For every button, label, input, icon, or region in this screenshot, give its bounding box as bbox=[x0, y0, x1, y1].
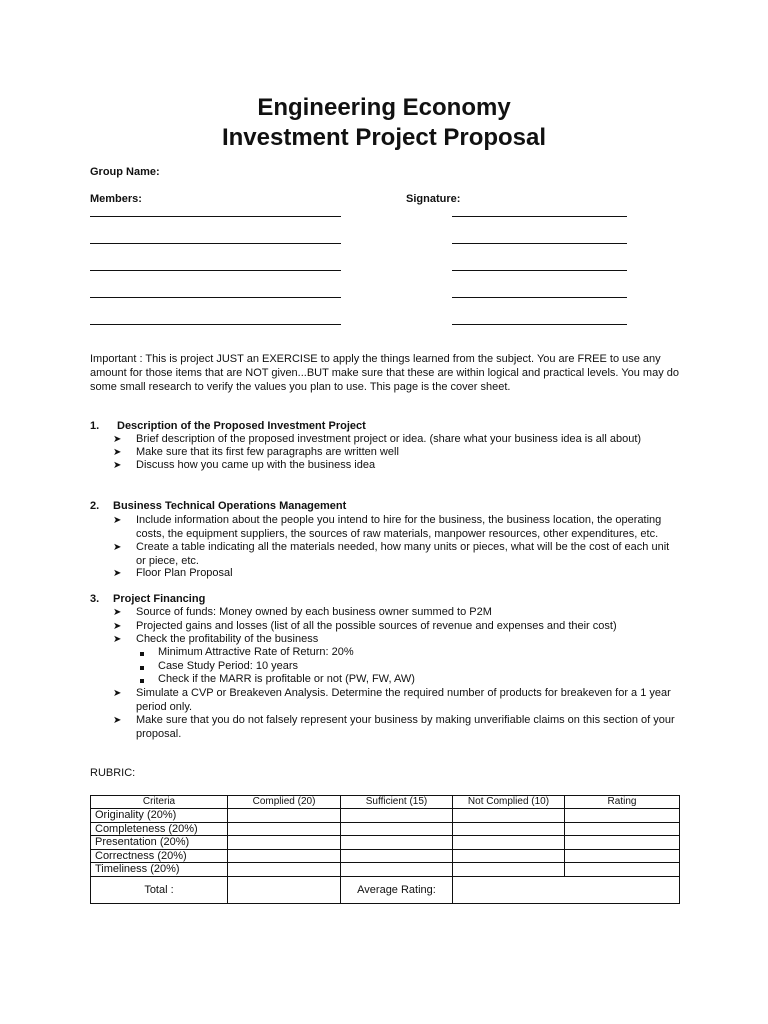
important-note: Important : This is project JUST an EXERCISE to apply the things learned from the subject. You are FREE to use any amount for those items that are NOT given...BUT make sure that these are within logical and practical levels. You may do some small research to verify the values you plan to use. This page is the cover sheet. bbox=[90, 353, 680, 393]
page-title-line-2: Investment Project Proposal bbox=[221, 124, 547, 151]
rubric-total-row bbox=[91, 876, 680, 903]
signature-line-3[interactable] bbox=[452, 270, 627, 271]
square-bullet-icon bbox=[140, 652, 144, 656]
arrow-bullet-icon: ➤ bbox=[113, 460, 122, 471]
member-line-3[interactable] bbox=[90, 270, 341, 271]
arrow-bullet-icon: ➤ bbox=[113, 621, 122, 632]
rubric-complied-cell[interactable] bbox=[228, 863, 341, 877]
rubric-header-row bbox=[91, 796, 680, 809]
rubric-not-complied-cell[interactable] bbox=[453, 849, 565, 863]
rubric-rating-cell[interactable] bbox=[565, 849, 680, 863]
rubric-not-complied-cell[interactable] bbox=[453, 822, 565, 836]
rubric-sufficient-cell[interactable] bbox=[341, 863, 453, 877]
rubric-not-complied-cell[interactable] bbox=[453, 836, 565, 850]
arrow-bullet-icon: ➤ bbox=[113, 515, 122, 526]
rubric-criteria-cell: Originality (20%) bbox=[91, 809, 228, 823]
rubric-rating-cell[interactable] bbox=[565, 863, 680, 877]
rubric-criteria-cell: Presentation (20%) bbox=[91, 836, 228, 850]
signature-label: Signature: bbox=[406, 193, 461, 205]
rubric-sufficient-cell[interactable] bbox=[341, 809, 453, 823]
rubric-not-complied-cell[interactable] bbox=[453, 863, 565, 877]
rubric-not-complied-cell[interactable] bbox=[453, 809, 565, 823]
signature-line-5[interactable] bbox=[452, 324, 627, 325]
rubric-sufficient-cell[interactable] bbox=[341, 836, 453, 850]
section-1-bullet: Discuss how you came up with the business idea bbox=[136, 459, 376, 471]
rubric-criteria-cell: Correctness (20%) bbox=[91, 849, 228, 863]
rubric-average-value-cell[interactable] bbox=[453, 876, 680, 903]
table-row bbox=[91, 809, 680, 823]
arrow-bullet-icon: ➤ bbox=[113, 568, 122, 579]
rubric-average-label: Average Rating: bbox=[341, 876, 453, 903]
rubric-complied-cell[interactable] bbox=[228, 809, 341, 823]
rubric-header-not-complied: Not Complied (10) bbox=[453, 796, 565, 809]
rubric-header-complied: Complied (20) bbox=[228, 796, 341, 809]
member-line-4[interactable] bbox=[90, 297, 341, 298]
rubric-complied-cell[interactable] bbox=[228, 836, 341, 850]
section-3-bullet: Source of funds: Money owned by each business owner summed to P2M bbox=[136, 606, 492, 618]
section-3-sub-bullet: Minimum Attractive Rate of Return: 20% bbox=[158, 646, 354, 658]
section-3-number: 3. bbox=[90, 593, 100, 605]
rubric-sufficient-cell[interactable] bbox=[341, 822, 453, 836]
section-2-heading: Business Technical Operations Management bbox=[113, 500, 347, 512]
table-row bbox=[91, 863, 680, 877]
section-1-bullet: Make sure that its first few paragraphs are written well bbox=[136, 446, 399, 458]
section-3-sub-bullet: Case Study Period: 10 years bbox=[158, 660, 299, 672]
rubric-header-sufficient: Sufficient (15) bbox=[341, 796, 453, 809]
rubric-criteria-cell: Completeness (20%) bbox=[91, 822, 228, 836]
section-2-number: 2. bbox=[90, 500, 100, 512]
section-3-bullet: Simulate a CVP or Breakeven Analysis. Determine the required number of products for breakeven for a 1 year period only. bbox=[136, 687, 671, 713]
table-row bbox=[91, 822, 680, 836]
arrow-bullet-icon: ➤ bbox=[113, 542, 122, 553]
section-3-bullet: Check the profitability of the business bbox=[136, 633, 319, 645]
rubric-table bbox=[90, 795, 680, 904]
rubric-header-criteria: Criteria bbox=[91, 796, 228, 809]
rubric-rating-cell[interactable] bbox=[565, 809, 680, 823]
section-3-heading: Project Financing bbox=[113, 593, 206, 605]
arrow-bullet-icon: ➤ bbox=[113, 607, 122, 618]
rubric-criteria-cell: Timeliness (20%) bbox=[91, 863, 228, 877]
rubric-complied-cell[interactable] bbox=[228, 822, 341, 836]
arrow-bullet-icon: ➤ bbox=[113, 434, 122, 445]
arrow-bullet-icon: ➤ bbox=[113, 715, 122, 726]
rubric-rating-cell[interactable] bbox=[565, 822, 680, 836]
arrow-bullet-icon: ➤ bbox=[113, 688, 122, 699]
section-3-bullet: Make sure that you do not falsely represent your business by making unverifiable claims on this section of your proposal. bbox=[136, 714, 675, 740]
section-2-bullet: Include information about the people you intend to hire for the business, the business location, the operating costs, the equipment suppliers, the sources of raw materials, manpower resources, other expenditures, etc. bbox=[136, 514, 662, 540]
section-2-bullet: Floor Plan Proposal bbox=[136, 567, 233, 579]
group-name-label: Group Name: bbox=[90, 166, 160, 178]
section-3-bullet: Projected gains and losses (list of all the possible sources of revenue and expenses and their cost) bbox=[136, 620, 617, 632]
member-line-2[interactable] bbox=[90, 243, 341, 244]
member-line-5[interactable] bbox=[90, 324, 341, 325]
section-3-sub-bullet: Check if the MARR is profitable or not (PW, FW, AW) bbox=[158, 673, 415, 685]
rubric-total-value-cell[interactable] bbox=[228, 876, 341, 903]
rubric-header-rating: Rating bbox=[565, 796, 680, 809]
section-2-bullet: Create a table indicating all the materials needed, how many units or pieces, what will be the cost of each unit or piece, etc. bbox=[136, 541, 670, 567]
square-bullet-icon bbox=[140, 679, 144, 683]
arrow-bullet-icon: ➤ bbox=[113, 447, 122, 458]
signature-line-2[interactable] bbox=[452, 243, 627, 244]
arrow-bullet-icon: ➤ bbox=[113, 634, 122, 645]
section-1-number: 1. bbox=[90, 420, 100, 432]
section-1-bullet: Brief description of the proposed investment project or idea. (share what your business idea is all about) bbox=[136, 433, 642, 445]
rubric-rating-cell[interactable] bbox=[565, 836, 680, 850]
rubric-complied-cell[interactable] bbox=[228, 849, 341, 863]
page-title-line-1: Engineering Economy bbox=[257, 94, 511, 121]
members-label: Members: bbox=[90, 193, 142, 205]
signature-line-4[interactable] bbox=[452, 297, 627, 298]
table-row bbox=[91, 849, 680, 863]
rubric-sufficient-cell[interactable] bbox=[341, 849, 453, 863]
signature-line-1[interactable] bbox=[452, 216, 627, 217]
square-bullet-icon bbox=[140, 666, 144, 670]
section-1-heading: Description of the Proposed Investment Project bbox=[117, 420, 366, 432]
member-line-1[interactable] bbox=[90, 216, 341, 217]
table-row bbox=[91, 836, 680, 850]
rubric-label: RUBRIC: bbox=[90, 767, 136, 779]
rubric-total-label: Total : bbox=[91, 876, 228, 903]
